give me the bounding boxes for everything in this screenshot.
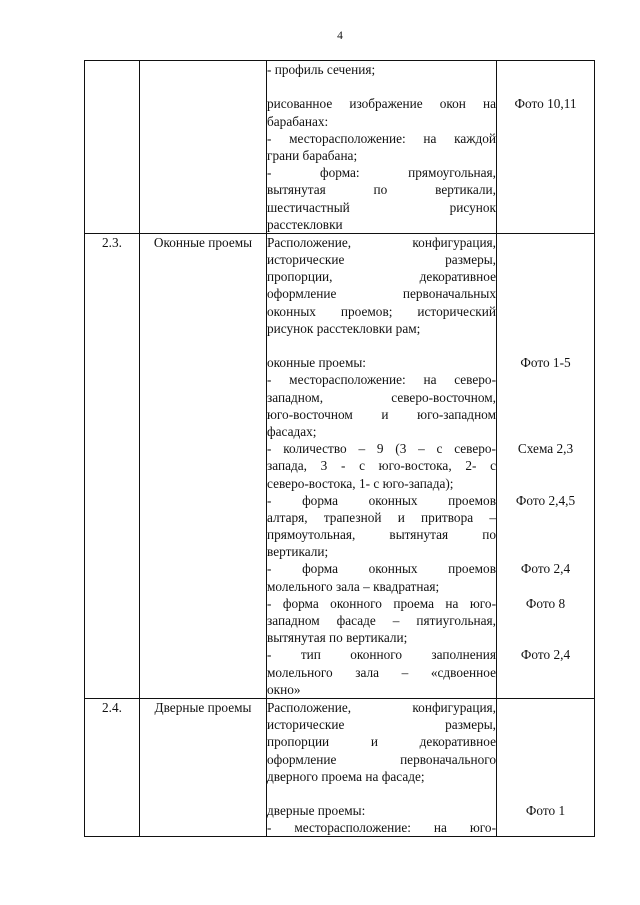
description-line: молельного зала – «сдвоенное: [267, 664, 496, 680]
description-line: оформление первоначального: [267, 751, 496, 767]
description-line: оконных проемов; исторический: [267, 303, 496, 319]
description-line: [267, 78, 496, 95]
element-name: Дверные проемы: [154, 699, 252, 715]
description-line: прямоутольная, вытянутая по: [267, 527, 496, 543]
section-number: 2.3.: [102, 234, 122, 250]
description-line: [267, 337, 496, 354]
description-line: - форма оконного проема на юго-: [267, 595, 496, 611]
table-row: [85, 233, 595, 698]
photo-reference-cell: [497, 61, 595, 234]
photo-reference: [497, 130, 594, 147]
photo-reference: [497, 681, 594, 698]
description-line: расстекловки: [267, 216, 343, 232]
photo-reference: Фото 8: [525, 595, 566, 611]
photo-reference: [497, 475, 594, 492]
description-line: - количество – 9 (3 – с северо-: [267, 441, 496, 457]
element-name-cell: [140, 698, 267, 837]
description-line: пропорции и декоративное: [267, 734, 496, 750]
description-line: - форма оконных проемов: [267, 492, 496, 508]
protection-subject-table: [84, 60, 595, 837]
description-line: вертикали;: [267, 544, 329, 560]
element-name-cell: [140, 233, 267, 698]
photo-reference: [497, 199, 594, 216]
photo-reference: Схема 2,3: [517, 441, 574, 457]
photo-reference: Фото 1: [525, 803, 566, 819]
description-line: Расположение, конфигурация,: [267, 234, 496, 250]
element-name: Оконные проемы: [153, 234, 253, 250]
page-number: 4: [337, 30, 343, 42]
photo-reference: [497, 147, 594, 164]
description-line: - месторасположение: на северо-: [267, 372, 496, 388]
photo-reference: [497, 578, 594, 595]
description-line: - профиль сечения;: [267, 62, 376, 77]
photo-reference: [497, 406, 594, 423]
photo-reference: [497, 181, 594, 198]
photo-reference: Фото 2,4: [520, 647, 571, 663]
photo-reference: [497, 268, 594, 285]
photo-reference: [497, 216, 594, 233]
photo-reference: Фото 2,4,5: [515, 492, 576, 508]
description-line: молельного зала – квадратная;: [267, 578, 440, 594]
description-cell: [267, 233, 497, 698]
description-line: - форма: прямоугольная,: [267, 165, 496, 181]
table-row: [85, 61, 595, 234]
photo-reference: [497, 629, 594, 646]
photo-reference-cell: [497, 698, 595, 837]
table-row: [85, 698, 595, 837]
description-line: рисунок расстекловки рам;: [267, 320, 421, 336]
description-line: оконные проемы:: [267, 355, 366, 371]
photo-reference: [497, 733, 594, 750]
photo-reference: [497, 337, 594, 354]
photo-reference: [497, 371, 594, 388]
photo-reference: [497, 819, 594, 836]
description-line: алтаря, трапезной и притвора –: [267, 509, 496, 525]
description-line: вытянутая по вертикали,: [267, 182, 496, 198]
description-line: исторические размеры,: [267, 717, 496, 733]
photo-reference: Фото 1-5: [520, 355, 571, 371]
description-line: дверные проемы:: [267, 803, 366, 819]
table-body: [85, 61, 595, 837]
photo-reference: [497, 389, 594, 406]
description-line: окно»: [267, 681, 301, 697]
photo-reference: [497, 457, 594, 474]
description-line: - тип оконного заполнения: [267, 647, 496, 663]
description-line: запада, 3 - с юго-востока, 2- с: [267, 458, 496, 474]
description-cell: [267, 698, 497, 837]
photo-reference: [497, 716, 594, 733]
photo-reference: [497, 61, 594, 78]
description-line: исторические размеры,: [267, 252, 496, 268]
photo-reference: [497, 303, 594, 320]
description-line: юго-восточном и юго-западном: [267, 406, 496, 422]
description-line: [267, 785, 496, 802]
photo-reference: [497, 251, 594, 268]
section-number-cell: [85, 233, 140, 698]
description-line: пропорции, декоративное: [267, 269, 496, 285]
photo-reference: [497, 113, 594, 130]
description-line: - форма оконных проемов: [267, 561, 496, 577]
photo-reference: [497, 78, 594, 95]
description-line: грани барабана;: [267, 147, 358, 163]
photo-reference: [497, 234, 594, 251]
section-number-cell: [85, 61, 140, 234]
description-line: оформление первоначальных: [267, 286, 496, 302]
photo-reference: Фото 10,11: [514, 96, 577, 112]
description-line: Расположение, конфигурация,: [267, 699, 496, 715]
photo-reference: [497, 751, 594, 768]
description-line: вытянутая по вертикали;: [267, 630, 408, 646]
description-line: фасадах;: [267, 423, 317, 439]
section-number: 2.4.: [102, 699, 122, 715]
photo-reference: [497, 423, 594, 440]
description-line: западном, северо-восточном,: [267, 389, 496, 405]
description-line: - месторасположение: на юго-: [267, 820, 496, 836]
photo-reference: [497, 664, 594, 681]
description-line: рисованное изображение окон на: [267, 96, 496, 112]
section-number-cell: [85, 698, 140, 837]
photo-reference: [497, 526, 594, 543]
photo-reference: [497, 509, 594, 526]
description-line: шестичастный рисунок: [267, 199, 496, 215]
description-line: северо-востока, 1- с юго-запада);: [267, 475, 454, 491]
description-line: барабанах:: [267, 113, 329, 129]
description-line: западном фасаде – пятиугольная,: [267, 613, 496, 628]
description-line: дверного проема на фасаде;: [267, 768, 425, 784]
photo-reference-cell: [497, 233, 595, 698]
description-line: - месторасположение: на каждой: [267, 130, 496, 146]
photo-reference: [497, 699, 594, 716]
photo-reference: Фото 2,4: [520, 561, 571, 577]
photo-reference: [497, 612, 594, 629]
element-name-cell: [140, 61, 267, 234]
description-cell: [267, 61, 497, 234]
photo-reference: [497, 785, 594, 802]
photo-reference: [497, 320, 594, 337]
photo-reference: [497, 543, 594, 560]
photo-reference: [497, 768, 594, 785]
photo-reference: [497, 164, 594, 181]
photo-reference: [497, 285, 594, 302]
